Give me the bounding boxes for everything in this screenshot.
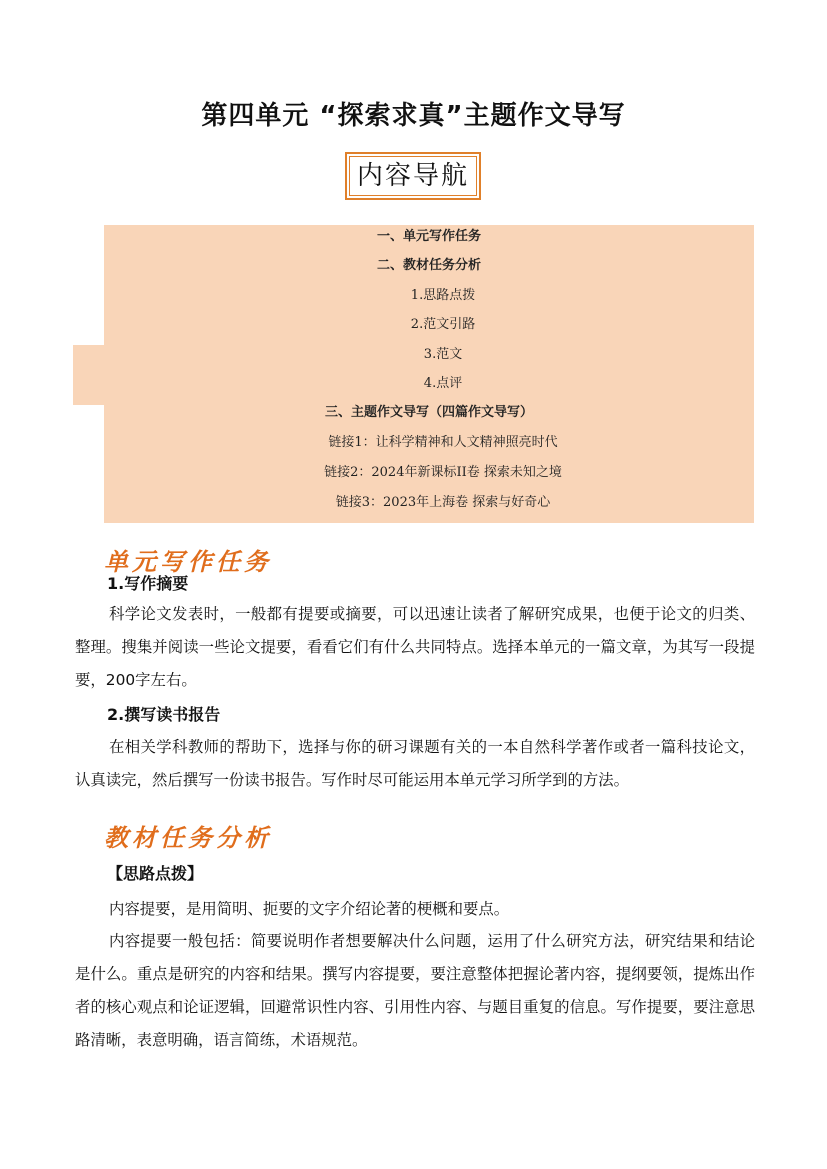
table-of-contents — [104, 225, 754, 523]
paragraph-abstract-task: 科学论文发表时，一般都有提要或摘要，可以迅速让读者了解研究成果，也便于论文的归类、整理。搜集并阅读一些论文提要，看看它们有什么共同特点。选择本单元的一篇文章，为其写一段提要，200字左右。 — [75, 605, 755, 689]
content-nav-label: 内容导航 — [349, 156, 477, 196]
subheading-reading-report: 2.撰写读书报告 — [107, 705, 221, 724]
toc-item[interactable]: 一、单元写作任务 — [376, 229, 481, 244]
toc-item[interactable]: 二、教材任务分析 — [376, 258, 481, 273]
content-nav-box — [345, 152, 481, 200]
toc-item[interactable]: 3.范文 — [423, 347, 463, 362]
toc-item[interactable]: 链接1：让科学精神和人文精神照亮时代 — [328, 435, 558, 450]
paragraph-summary-definition: 内容提要，是用简明、扼要的文字介绍论著的梗概和要点。 — [109, 900, 510, 918]
page-title: 第四单元 “探索求真”主题作文导写 — [201, 101, 626, 131]
toc-item[interactable]: 4.点评 — [423, 376, 463, 391]
paragraph-reading-report: 在相关学科教师的帮助下，选择与你的研习课题有关的一本自然科学著作或者一篇科技论文，认真读完，然后撰写一份读书报告。写作时尽可能运用本单元学习所学到的方法。 — [75, 738, 755, 789]
subheading-write-abstract: 1.写作摘要 — [107, 574, 189, 593]
section-heading-textbook-analysis: 教材任务分析 — [104, 823, 272, 852]
paragraph-summary-contents: 内容提要一般包括：简要说明作者想要解决什么问题，运用了什么研究方法，研究结果和结论是什么。重点是研究的内容和结果。撰写内容提要，要注意整体把握论著内容，提纲要领，提炼出作者的核心观点和论证逻辑，回避常识性内容、引用性内容、与题目重复的信息。写作提要，要注意思路清晰，表意明确，语言简练，术语规范。 — [75, 932, 755, 1049]
toc-item[interactable]: 1.思路点拨 — [410, 288, 476, 303]
toc-item[interactable]: 链接2：2024年新课标II卷 探索未知之境 — [324, 465, 562, 480]
toc-item[interactable]: 2.范文引路 — [410, 317, 476, 332]
section-heading-writing-task: 单元写作任务 — [104, 547, 272, 576]
toc-item[interactable]: 三、主题作文导写（四篇作文导写） — [324, 405, 533, 420]
subheading-thinking-guide: 【思路点拨】 — [107, 864, 204, 883]
toc-side-tab — [73, 345, 105, 405]
toc-item[interactable]: 链接3：2023年上海卷 探索与好奇心 — [335, 495, 551, 510]
